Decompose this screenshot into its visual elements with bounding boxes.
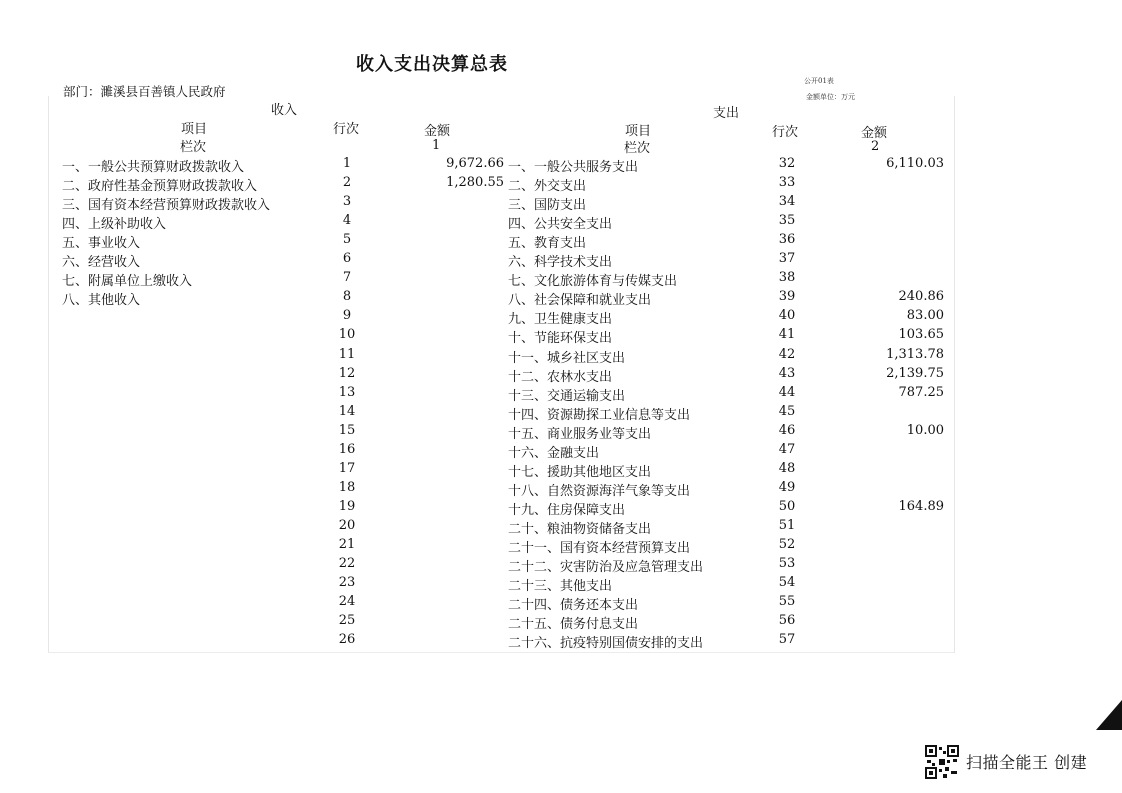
expense-column-no: 2 — [871, 139, 880, 154]
income-line-no: 7 — [342, 270, 352, 286]
expense-item-name: 二十五、债务付息支出 — [508, 617, 639, 633]
table-row — [0, 594, 1122, 613]
income-line-no: 16 — [338, 441, 356, 457]
expense-item-name: 十九、住房保障支出 — [508, 502, 626, 518]
income-line-no: 21 — [338, 537, 356, 552]
table-row — [0, 213, 1122, 232]
expense-line-no: 33 — [778, 175, 796, 191]
expense-item-name: 十三、交通运输支出 — [508, 388, 626, 404]
expense-item-name: 一、一般公共服务支出 — [508, 160, 639, 175]
income-line-no: 22 — [338, 556, 356, 572]
income-item-name: 七、附属单位上缴收入 — [62, 274, 193, 290]
expense-amount: 83.00 — [906, 308, 944, 324]
expense-amount: 2,139.75 — [886, 365, 944, 381]
expense-amount-header: 金额 — [861, 126, 888, 141]
expense-amount: 1,313.78 — [886, 346, 944, 362]
income-line-no: 12 — [338, 365, 356, 381]
expense-item-name: 十六、金融支出 — [508, 445, 600, 461]
expense-line-no: 50 — [778, 498, 796, 514]
table-row — [0, 575, 1122, 594]
expense-column-label: 栏次 — [624, 141, 651, 156]
expense-item-name: 二十、粮油物资储备支出 — [508, 521, 652, 537]
expense-amount: 164.89 — [898, 498, 944, 514]
expense-amount: 240.86 — [898, 289, 944, 305]
expense-line-no: 44 — [778, 384, 796, 400]
expense-line-no: 45 — [778, 403, 796, 419]
income-line-no: 1 — [342, 156, 352, 171]
expense-line-no: 54 — [778, 575, 796, 591]
table-row — [0, 499, 1122, 518]
expense-line-no: 52 — [778, 537, 796, 552]
income-line-no: 2 — [342, 175, 352, 191]
income-amount-header: 金额 — [424, 124, 451, 139]
expense-item-name: 十七、援助其他地区支出 — [508, 464, 652, 480]
table-row — [0, 270, 1122, 289]
expense-item-name: 二、外交支出 — [508, 179, 587, 195]
expense-amount: 787.25 — [898, 384, 944, 400]
income-item-name: 二、政府性基金预算财政拨款收入 — [62, 179, 258, 195]
income-line-no: 4 — [342, 213, 352, 229]
scanner-watermark: 扫描全能王 创建 — [966, 753, 1088, 772]
income-line-no: 18 — [338, 479, 356, 495]
expense-item-name: 二十四、债务还本支出 — [508, 598, 639, 614]
expense-amount: 10.00 — [906, 422, 944, 438]
income-item-name: 五、事业收入 — [62, 236, 141, 252]
income-line-no: 19 — [338, 498, 356, 514]
expense-line-no: 46 — [778, 422, 796, 438]
income-line-no: 5 — [342, 232, 352, 248]
table-row — [0, 251, 1122, 270]
expense-item-name: 九、卫生健康支出 — [508, 312, 613, 328]
table-row — [0, 366, 1122, 385]
income-item-name: 四、上级补助收入 — [62, 217, 167, 233]
expense-line-header: 行次 — [772, 125, 799, 140]
table-row — [0, 347, 1122, 366]
expense-line-no: 38 — [778, 270, 796, 286]
expense-item-name: 二十六、抗疫特别国债安排的支出 — [508, 636, 704, 652]
table-row — [0, 385, 1122, 404]
table-row — [0, 175, 1122, 194]
expense-item-name: 七、文化旅游体育与传媒支出 — [508, 274, 678, 290]
income-line-no: 15 — [338, 422, 356, 438]
form-code: 公开01表 — [804, 77, 834, 85]
expense-item-name: 五、教育支出 — [508, 236, 587, 252]
income-item-name: 三、国有资本经营预算财政拨款收入 — [62, 198, 271, 214]
income-line-no: 13 — [338, 384, 356, 400]
income-line-no: 10 — [338, 327, 356, 343]
expense-line-no: 43 — [778, 365, 796, 381]
income-line-no: 6 — [342, 251, 352, 267]
expense-line-no: 48 — [778, 460, 796, 476]
page-corner — [1096, 700, 1122, 730]
expense-item-name: 二十一、国有资本经营预算支出 — [508, 541, 691, 556]
expense-line-no: 56 — [778, 613, 796, 629]
expense-item-name: 八、社会保障和就业支出 — [508, 293, 652, 309]
table-row — [0, 518, 1122, 537]
expense-item-name: 二十三、其他支出 — [508, 579, 613, 595]
expense-amount: 103.65 — [898, 327, 944, 343]
table-row — [0, 232, 1122, 251]
income-item-name: 六、经营收入 — [62, 255, 141, 271]
expense-line-no: 40 — [778, 308, 796, 324]
expense-line-no: 42 — [778, 346, 796, 362]
expense-line-no: 37 — [778, 251, 796, 267]
expense-line-no: 35 — [778, 213, 796, 229]
income-line-no: 20 — [338, 517, 356, 533]
income-column-no: 1 — [432, 138, 441, 153]
expense-item-name: 十八、自然资源海洋气象等支出 — [508, 483, 691, 499]
expense-line-no: 39 — [778, 289, 796, 305]
expense-item-name: 十五、商业服务业等支出 — [508, 426, 652, 442]
income-line-no: 3 — [342, 194, 352, 210]
page-title: 收入支出决算总表 — [356, 54, 508, 75]
table-row — [0, 613, 1122, 632]
expense-line-no: 41 — [778, 327, 796, 343]
income-section-header: 收入 — [271, 103, 298, 118]
expense-line-no: 36 — [778, 232, 796, 248]
table-row — [0, 632, 1122, 651]
table-row — [0, 442, 1122, 461]
income-line-no: 14 — [338, 403, 356, 419]
expense-item-name: 三、国防支出 — [508, 198, 587, 214]
table-row — [0, 404, 1122, 423]
income-column-label: 栏次 — [180, 140, 207, 155]
income-item-header: 项目 — [181, 122, 208, 137]
income-line-no: 8 — [342, 289, 352, 305]
expense-item-name: 十四、资源勘探工业信息等支出 — [508, 407, 691, 423]
income-line-no: 25 — [338, 613, 356, 629]
expense-item-name: 四、公共安全支出 — [508, 217, 613, 233]
income-line-no: 11 — [338, 346, 356, 362]
department-label: 部门：濉溪县百善镇人民政府 — [63, 84, 226, 99]
income-line-no: 23 — [338, 575, 356, 591]
income-line-header: 行次 — [333, 122, 360, 137]
table-row — [0, 461, 1122, 480]
expense-amount: 6,110.03 — [886, 156, 944, 171]
expense-item-name: 十二、农林水支出 — [508, 369, 613, 385]
expense-item-header: 项目 — [625, 124, 652, 139]
expense-line-no: 57 — [778, 632, 796, 648]
table-row — [0, 156, 1122, 175]
expense-line-no: 34 — [778, 194, 796, 210]
table-row — [0, 308, 1122, 327]
expense-item-name: 十一、城乡社区支出 — [508, 350, 626, 366]
table-row — [0, 480, 1122, 499]
expense-item-name: 十、节能环保支出 — [508, 331, 613, 347]
qr-code-icon — [925, 745, 959, 779]
expense-item-name: 二十二、灾害防治及应急管理支出 — [508, 560, 704, 576]
income-amount: 1,280.55 — [446, 175, 504, 191]
table-row — [0, 194, 1122, 213]
income-line-no: 17 — [338, 460, 356, 476]
table-row — [0, 556, 1122, 575]
income-line-no: 9 — [342, 308, 352, 324]
expense-line-no: 53 — [778, 556, 796, 572]
income-line-no: 26 — [338, 632, 356, 648]
income-item-name: 一、一般公共预算财政拨款收入 — [62, 160, 245, 175]
expense-item-name: 六、科学技术支出 — [508, 255, 613, 271]
table-row — [0, 289, 1122, 308]
income-amount: 9,672.66 — [446, 156, 504, 171]
table-row — [0, 537, 1122, 556]
income-line-no: 24 — [338, 594, 356, 610]
table-row — [0, 423, 1122, 442]
expense-line-no: 55 — [778, 594, 796, 610]
table-row — [0, 327, 1122, 346]
amount-unit: 金额单位：万元 — [806, 93, 855, 101]
expense-section-header: 支出 — [713, 106, 740, 121]
expense-line-no: 32 — [778, 156, 796, 171]
expense-line-no: 51 — [778, 517, 796, 533]
expense-line-no: 47 — [778, 441, 796, 457]
expense-line-no: 49 — [778, 479, 796, 495]
income-item-name: 八、其他收入 — [62, 293, 141, 309]
